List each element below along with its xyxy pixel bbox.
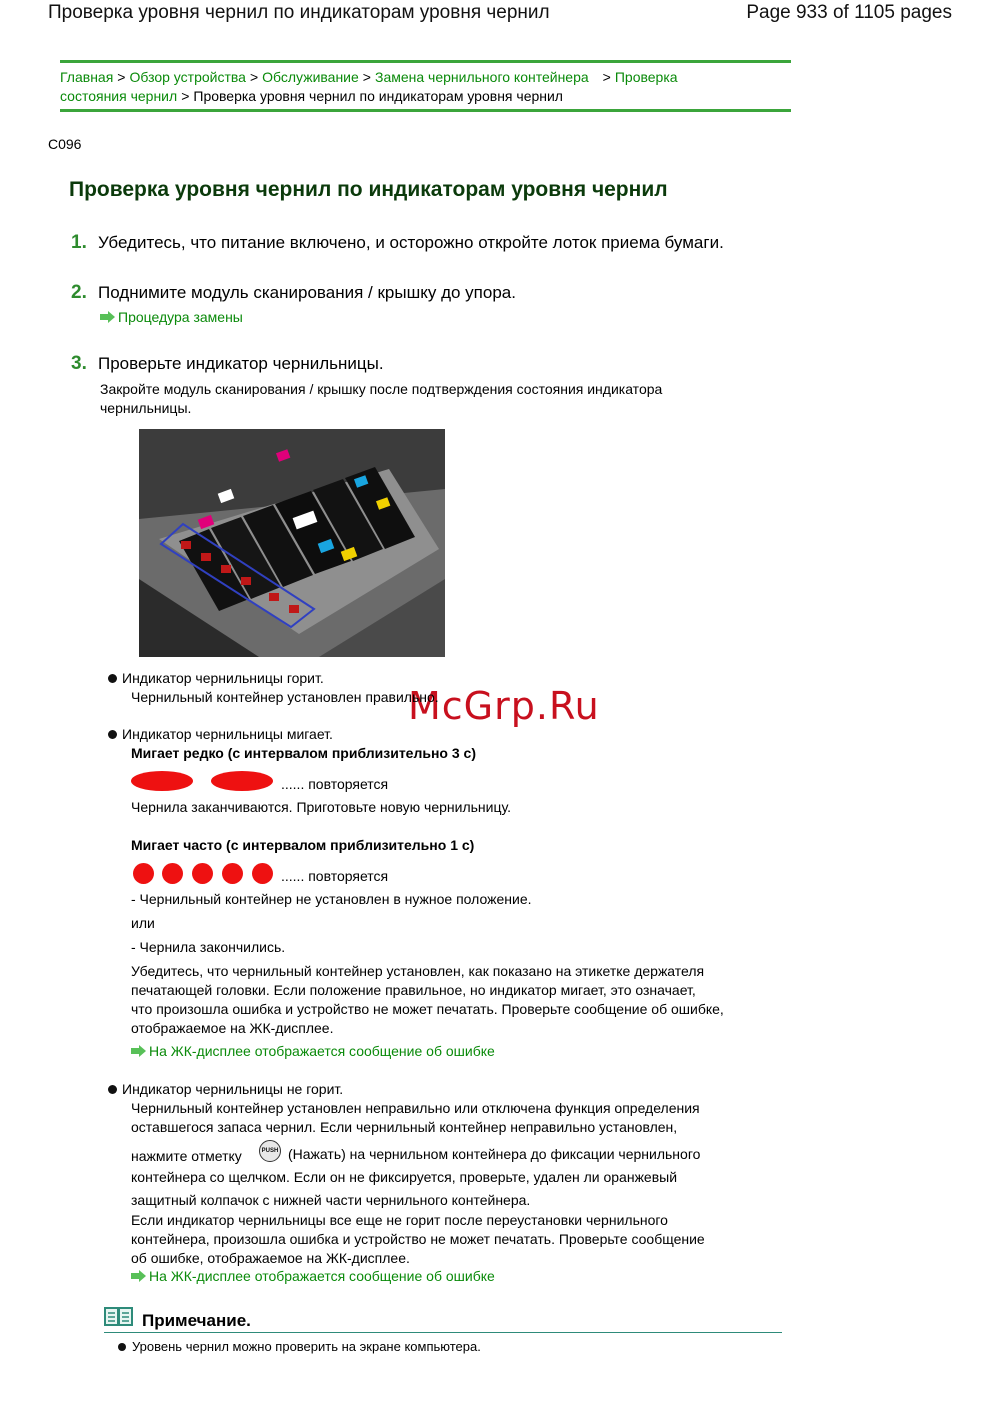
fast-blink-lamp xyxy=(192,863,213,884)
fast-blink-title: Мигает часто (с интервалом приблизительно 1 с) xyxy=(131,837,475,853)
breadcrumb-replace-ink[interactable]: Замена чернильного контейнера xyxy=(374,69,589,85)
slow-blink-title: Мигает редко (с интервалом приблизительно 3 с) xyxy=(131,745,476,761)
breadcrumb-current: Проверка уровня чернил по индикаторам уровня чернил xyxy=(193,88,563,104)
indicator-lit-desc: Чернильный контейнер установлен правильно. xyxy=(131,689,439,705)
fast-blink-paragraph: печатающей головки. Если положение правильное, но индикатор мигает, это означает, xyxy=(131,982,696,998)
indicator-off-line: контейнера, произошла ошибка и устройство не может печатать. Проверьте сообщение xyxy=(131,1231,705,1247)
indicator-off-line: оставшегося запаса чернил. Если чернильный контейнер неправильно установлен, xyxy=(131,1119,678,1135)
indicator-off-line: контейнера со щелчком. Если он не фиксируется, проверьте, удален ли оранжевый xyxy=(131,1169,678,1185)
note-item: Уровень чернил можно проверить на экране компьютера. xyxy=(132,1339,481,1354)
fast-blink-paragraph: Убедитесь, что чернильный контейнер установлен, как показано на этикетке держателя xyxy=(131,963,705,979)
ink-tank-photo xyxy=(139,429,445,657)
bullet-icon xyxy=(118,1343,126,1351)
breadcrumb-device-overview[interactable]: Обзор устройства xyxy=(129,69,246,85)
breadcrumb-check-ink[interactable]: Проверка xyxy=(614,69,678,85)
step-1-number: 1. xyxy=(71,232,87,253)
step-3-text: Проверьте индикатор чернильницы. xyxy=(98,354,384,373)
indicator-off-line: нажмите отметку xyxy=(131,1148,242,1164)
page-number: Page 933 of 1105 pages xyxy=(746,2,952,23)
indicator-off-title: Индикатор чернильницы не горит. xyxy=(122,1081,344,1097)
step-2-number: 2. xyxy=(71,282,87,303)
note-divider xyxy=(104,1332,782,1333)
lcd-error-link[interactable]: На ЖК-дисплее отображается сообщение об ошибке xyxy=(131,1043,495,1059)
lcd-error-link-2[interactable]: На ЖК-дисплее отображается сообщение об ошибке xyxy=(131,1268,495,1284)
step-2-text: Поднимите модуль сканирования / крышку до упора. xyxy=(98,283,516,302)
replace-procedure-link[interactable]: Процедура замены xyxy=(100,309,243,325)
fast-blink-lamp xyxy=(252,863,273,884)
step-1-text: Убедитесь, что питание включено, и осторожно откройте лоток приема бумаги. xyxy=(98,233,724,252)
fast-blink-paragraph: отображаемое на ЖК-дисплее. xyxy=(131,1020,334,1036)
indicator-off-line: защитный колпачок с нижней части чернильного контейнера. xyxy=(131,1192,531,1208)
indicator-off-line: Если индикатор чернильницы все еще не горит после переустановки чернильного xyxy=(131,1212,668,1228)
fast-blink-line-1: - Чернильный контейнер не установлен в нужное положение. xyxy=(131,891,532,907)
bullet-icon xyxy=(108,674,117,683)
breadcrumb-check-ink-cont[interactable]: состояния чернил xyxy=(60,88,178,104)
indicator-lit-title: Индикатор чернильницы горит. xyxy=(122,670,324,686)
note-title: Примечание. xyxy=(142,1311,251,1330)
breadcrumb-home[interactable]: Главная xyxy=(60,69,114,85)
step-3-sub-1: Закройте модуль сканирования / крышку после подтверждения состояния индикатора xyxy=(100,381,663,397)
bullet-icon xyxy=(108,1085,117,1094)
fast-blink-or: или xyxy=(131,915,155,931)
bullet-icon xyxy=(108,730,117,739)
page-header-title: Проверка уровня чернил по индикаторам уровня чернил xyxy=(48,2,550,23)
arrow-right-icon xyxy=(100,311,116,323)
arrow-right-icon xyxy=(131,1045,147,1057)
fast-blink-paragraph: что произошла ошибка и устройство не может печатать. Проверьте сообщение об ошибке, xyxy=(131,1001,724,1017)
slow-blink-desc: Чернила заканчиваются. Приготовьте новую чернильницу. xyxy=(131,799,511,815)
fast-blink-lamp xyxy=(162,863,183,884)
arrow-right-icon xyxy=(131,1270,147,1282)
step-3-sub-2: чернильницы. xyxy=(100,400,192,416)
document-code: C096 xyxy=(48,136,82,152)
slow-blink-lamp xyxy=(131,771,193,791)
book-icon xyxy=(104,1306,134,1328)
fast-blink-lamp xyxy=(222,863,243,884)
slow-blink-lamp xyxy=(211,771,273,791)
indicator-off-line: об ошибке, отображаемое на ЖК-дисплее. xyxy=(131,1250,410,1266)
indicator-off-line: (Нажать) на чернильном контейнера до фиксации чернильного xyxy=(288,1146,701,1162)
page-title: Проверка уровня чернил по индикаторам уровня чернил xyxy=(69,178,668,201)
fast-blink-repeat: ...... повторяется xyxy=(281,868,389,884)
push-mark-icon: PUSH xyxy=(259,1140,281,1162)
breadcrumb-maintenance[interactable]: Обслуживание xyxy=(262,69,359,85)
breadcrumb: Главная > Обзор устройства > Обслуживание > Замена чернильного контейнера > Проверка состояния чернил > Проверка уровня чернил по индикаторам уровня чернил xyxy=(60,60,791,112)
slow-blink-repeat: ...... повторяется xyxy=(281,776,389,792)
indicator-blink-title: Индикатор чернильницы мигает. xyxy=(122,726,333,742)
indicator-off-line: Чернильный контейнер установлен неправильно или отключена функция определения xyxy=(131,1100,700,1116)
fast-blink-line-2: - Чернила закончились. xyxy=(131,939,286,955)
fast-blink-lamp xyxy=(133,863,154,884)
step-3-number: 3. xyxy=(71,353,87,374)
watermark: McGrp.Ru xyxy=(408,684,600,728)
